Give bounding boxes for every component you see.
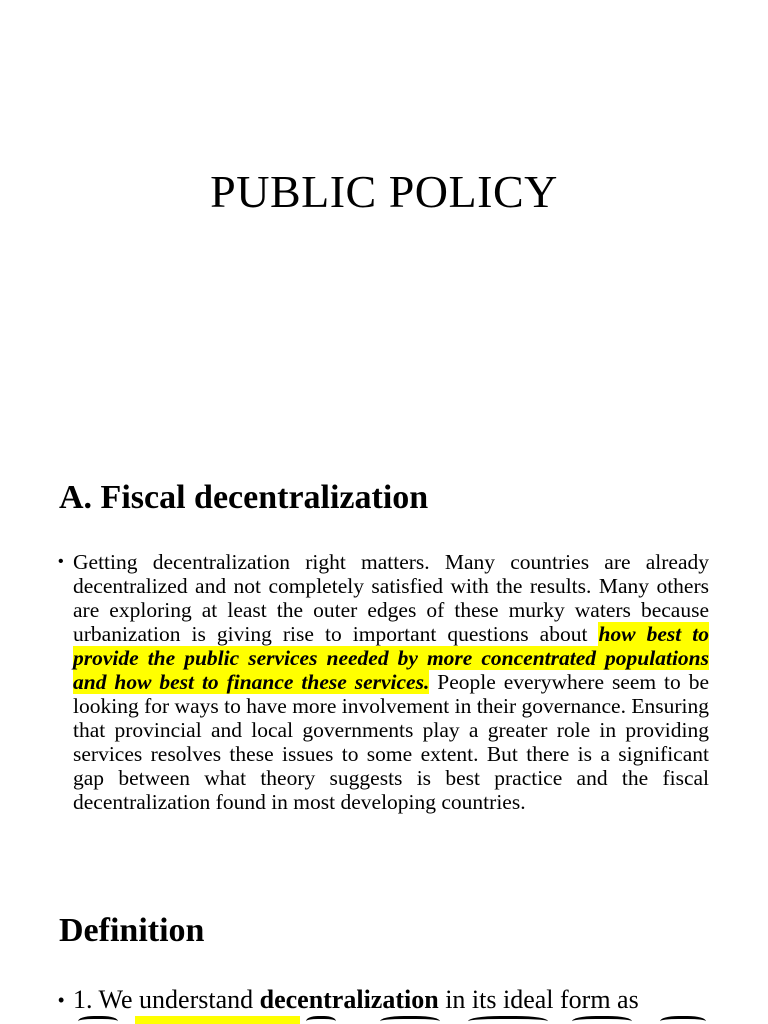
- section-heading-definition: Definition: [59, 912, 205, 949]
- cut-off-text-fragment: [572, 1016, 632, 1024]
- definition-term: decentralization: [259, 985, 439, 1014]
- paragraph-text-end: People everywhere seem to be looking for ways to have more involvement in their governance. Ensuring that provincial and local governments play a greater role in providing services resolves these issues to some extent. But there is a significant gap between what theory suggests is best practice and the fiscal decentralization found in most developing countries.: [73, 670, 710, 814]
- cut-off-text-fragment: [468, 1016, 548, 1024]
- bullet-paragraph: [73, 550, 709, 814]
- page-title: PUBLIC POLICY: [210, 166, 558, 217]
- cut-off-text-fragment: [306, 1016, 336, 1024]
- bullet-marker: •: [58, 553, 64, 570]
- cut-off-text-fragment: [380, 1016, 440, 1024]
- definition-highlight-fragment: [135, 1016, 300, 1024]
- highlighted-text: how best to provide the public services needed by more concentrated populations and how best to finance these services.: [73, 622, 709, 694]
- definition-paragraph: [73, 984, 709, 1016]
- cut-off-text-fragment: [78, 1016, 118, 1024]
- definition-text-end: in its ideal form as: [438, 985, 639, 1014]
- cut-off-text-fragment: [660, 1016, 706, 1024]
- section-heading-fiscal-decentralization: A. Fiscal decentralization: [59, 479, 429, 516]
- definition-bullet-marker: •: [58, 990, 65, 1010]
- paragraph-text-start: Getting decentralization right matters. Many countries are already decentralized and not completely satisfied with the results. Many others are exploring at least the outer edges of these murky waters because urbanization is giving rise to important questions about: [73, 550, 709, 646]
- definition-text-start: 1. We understand: [73, 985, 260, 1014]
